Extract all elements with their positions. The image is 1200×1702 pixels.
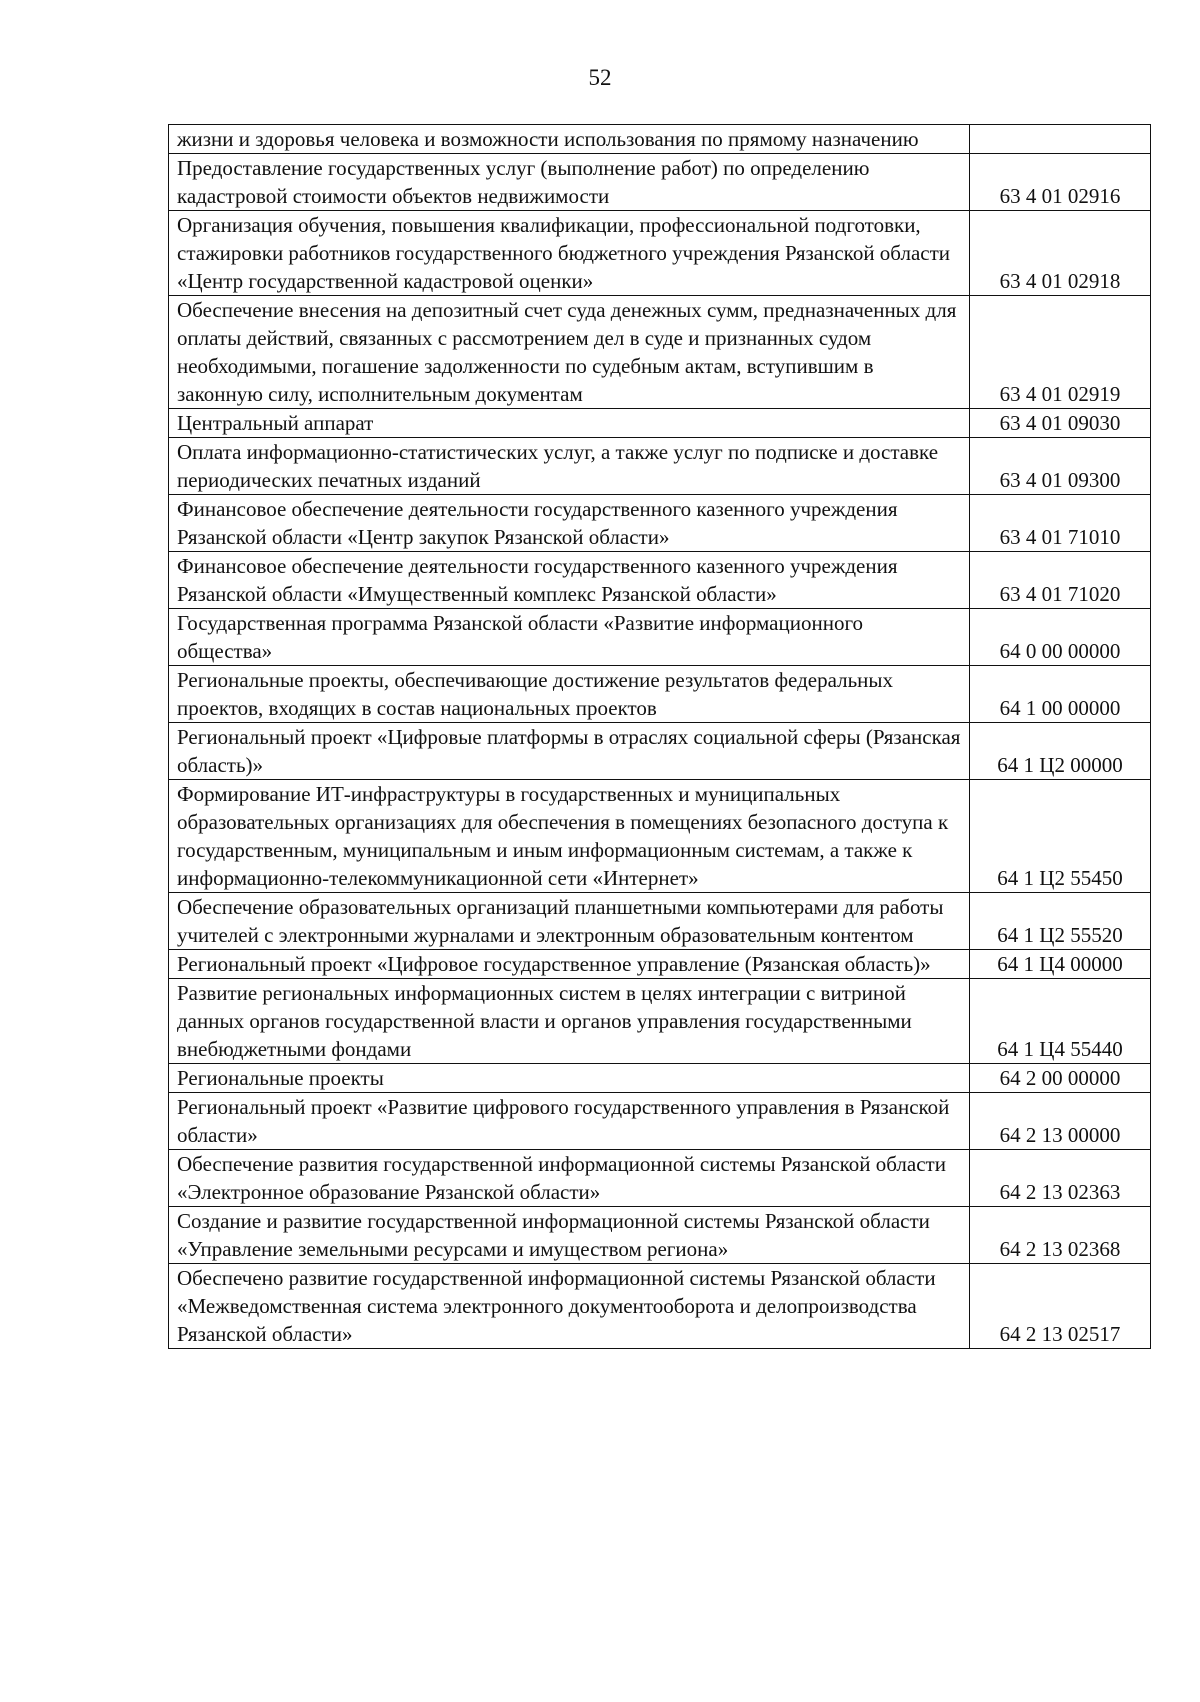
table-row <box>169 409 1151 438</box>
table-row <box>169 666 1151 723</box>
table-row <box>169 780 1151 893</box>
table-row <box>169 552 1151 609</box>
row-name: Создание и развитие государственной информационной системы Рязанской области «Управление земельными ресурсами и имуществом региона» <box>169 1207 970 1264</box>
row-code: 63 4 01 09030 <box>970 409 1151 438</box>
row-code: 64 2 00 00000 <box>970 1064 1151 1093</box>
table-row <box>169 495 1151 552</box>
row-name: Обеспечение внесения на депозитный счет суда денежных сумм, предназначенных для оплаты действий, связанных с рассмотрением дел в суде и признанных судом необходимыми, погашение задолженности по судебным актам, вступившим в законную силу, исполнительным документам <box>169 296 970 409</box>
row-name: Оплата информационно-статистических услуг, а также услуг по подписке и доставке периодических печатных изданий <box>169 438 970 495</box>
table-body <box>169 125 1151 1349</box>
row-name: Организация обучения, повышения квалификации, профессиональной подготовки, стажировки работников государственного бюджетного учреждения Рязанской области «Центр государственной кадастровой оценки» <box>169 211 970 296</box>
row-code: 64 2 13 00000 <box>970 1093 1151 1150</box>
row-name: Формирование ИТ-инфраструктуры в государственных и муниципальных образовательных организациях для обеспечения в помещениях безопасного доступа к государственным, муниципальным и иным информационным системам, а также к информационно-телекоммуникационной сети «Интернет» <box>169 780 970 893</box>
budget-classification-table <box>168 124 1151 1349</box>
row-code: 64 1 Ц2 55450 <box>970 780 1151 893</box>
row-name: Предоставление государственных услуг (выполнение работ) по определению кадастровой стоимости объектов недвижимости <box>169 154 970 211</box>
row-code: 63 4 01 02918 <box>970 211 1151 296</box>
row-code: 64 0 00 00000 <box>970 609 1151 666</box>
row-name: Региональные проекты <box>169 1064 970 1093</box>
row-name: Государственная программа Рязанской области «Развитие информационного общества» <box>169 609 970 666</box>
row-code: 64 2 13 02368 <box>970 1207 1151 1264</box>
row-name: Обеспечение образовательных организаций планшетными компьютерами для работы учителей с электронными журналами и электронным образовательным контентом <box>169 893 970 950</box>
row-code: 63 4 01 71020 <box>970 552 1151 609</box>
row-code: 63 4 01 71010 <box>970 495 1151 552</box>
table-row <box>169 1093 1151 1150</box>
table-row <box>169 438 1151 495</box>
row-code: 64 1 Ц4 00000 <box>970 950 1151 979</box>
table-row <box>169 979 1151 1064</box>
table-row <box>169 950 1151 979</box>
table-row <box>169 1207 1151 1264</box>
table-row <box>169 1064 1151 1093</box>
row-code: 64 1 Ц4 55440 <box>970 979 1151 1064</box>
row-name: Региональный проект «Развитие цифрового государственного управления в Рязанской области» <box>169 1093 970 1150</box>
row-code: 63 4 01 09300 <box>970 438 1151 495</box>
row-code: 64 2 13 02517 <box>970 1264 1151 1349</box>
row-name: Финансовое обеспечение деятельности государственного казенного учреждения Рязанской области «Имущественный комплекс Рязанской области» <box>169 552 970 609</box>
page-number: 52 <box>588 65 612 90</box>
row-name: Центральный аппарат <box>169 409 970 438</box>
row-name: Финансовое обеспечение деятельности государственного казенного учреждения Рязанской области «Центр закупок Рязанской области» <box>169 495 970 552</box>
table-row <box>169 154 1151 211</box>
row-code: 64 1 Ц2 00000 <box>970 723 1151 780</box>
row-code: 64 2 13 02363 <box>970 1150 1151 1207</box>
row-name: Развитие региональных информационных систем в целях интеграции с витриной данных органов государственной власти и органов управления государственными внебюджетными фондами <box>169 979 970 1064</box>
table-row <box>169 609 1151 666</box>
row-name: Региональные проекты, обеспечивающие достижение результатов федеральных проектов, входящих в состав национальных проектов <box>169 666 970 723</box>
row-name: Региональный проект «Цифровое государственное управление (Рязанская область)» <box>169 950 970 979</box>
table-row <box>169 211 1151 296</box>
row-name: жизни и здоровья человека и возможности использования по прямому назначению <box>169 125 970 154</box>
row-name: Обеспечено развитие государственной информационной системы Рязанской области «Межведомственная система электронного документооборота и делопроизводства Рязанской области» <box>169 1264 970 1349</box>
row-name: Обеспечение развития государственной информационной системы Рязанской области «Электронное образование Рязанской области» <box>169 1150 970 1207</box>
row-code <box>970 125 1151 154</box>
table-row <box>169 1150 1151 1207</box>
row-code: 63 4 01 02919 <box>970 296 1151 409</box>
row-code: 64 1 00 00000 <box>970 666 1151 723</box>
table-row <box>169 723 1151 780</box>
table-row <box>169 893 1151 950</box>
table-row <box>169 125 1151 154</box>
row-name: Региональный проект «Цифровые платформы в отраслях социальной сферы (Рязанская область)» <box>169 723 970 780</box>
row-code: 64 1 Ц2 55520 <box>970 893 1151 950</box>
row-code: 63 4 01 02916 <box>970 154 1151 211</box>
table-row <box>169 1264 1151 1349</box>
table-row <box>169 296 1151 409</box>
